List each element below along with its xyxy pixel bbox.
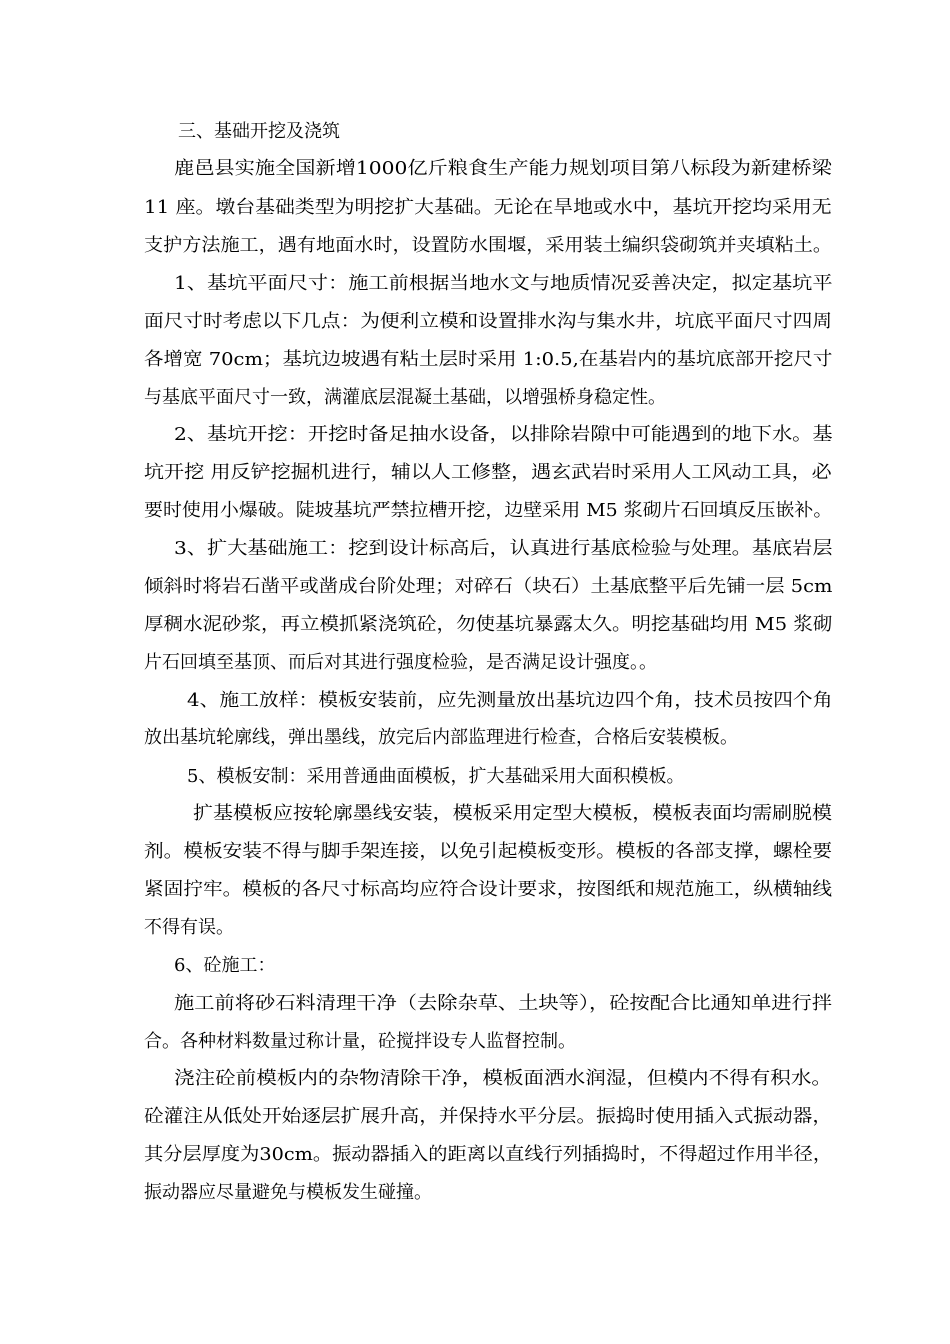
item-4-line-2: 放出基坑轮廓线，弹出墨线，放完后内部监理进行检查，合格后安装模板。 <box>144 727 738 748</box>
item-1-line-2: 面尺寸时考虑以下几点：为便利立模和设置排水沟与集水井，坑底平面尺寸四周 <box>144 311 833 332</box>
prep-line-1: 施工前将砂石料清理干净（去除杂草、土块等），砼按配合比通知单进行拌 <box>174 993 832 1014</box>
pouring-line-3: 其分层厚度为30cm。振动器插入的距离以直线行列插捣时，不得超过作用半径， <box>144 1144 833 1165</box>
item-4-line-1: 4、施工放样：模板安装前，应先测量放出基坑边四个角，技术员按四个角 <box>187 690 833 711</box>
item-6-line-1: 6、砼施工： <box>174 955 276 976</box>
formwork-line-4: 不得有误。 <box>144 917 234 938</box>
item-2-line-2: 坑开挖 用反铲挖掘机进行，辅以人工修整，遇玄武岩时采用人工风动工具，必 <box>144 462 832 483</box>
formwork-line-1: 扩基模板应按轮廓墨线安装，模板采用定型大模板，模板表面均需刷脱模 <box>193 803 832 824</box>
pouring-line-2: 砼灌注从低处开始逐层扩展升高，并保持水平分层。振捣时使用插入式振动器， <box>144 1106 833 1127</box>
item-1-line-1: 1、基坑平面尺寸：施工前根据当地水文与地质情况妥善决定，拟定基坑平 <box>174 273 833 294</box>
prep-line-2: 合。各种材料数量过称计量，砼搅拌设专人监督控制。 <box>144 1031 576 1052</box>
formwork-line-2: 剂。模板安装不得与脚手架连接，以免引起模板变形。模板的各部支撑，螺栓要 <box>144 841 833 862</box>
intro-line-2: 11 座。墩台基础类型为明挖扩大基础。无论在旱地或水中，基坑开挖均采用无 <box>144 197 832 218</box>
formwork-line-3: 紧固拧牢。模板的各尺寸标高均应符合设计要求，按图纸和规范施工，纵横轴线 <box>144 879 833 900</box>
pouring-line-1: 浇注砼前模板内的杂物清除干净，模板面洒水润湿，但模内不得有积水。 <box>174 1068 832 1089</box>
item-2-line-1: 2、基坑开挖：开挖时备足抽水设备，以排除岩隙中可能遇到的地下水。基 <box>174 424 833 445</box>
item-3-line-2: 倾斜时将岩石凿平或凿成台阶处理；对碎石（块石）土基底整平后先铺一层 5cm <box>144 576 833 597</box>
item-3-line-3: 厚稠水泥砂浆，再立模抓紧浇筑砼，勿使基坑暴露太久。明挖基础均用 M5 浆砌 <box>144 614 833 635</box>
intro-line-1: 鹿邑县实施全国新增1000亿斤粮食生产能力规划项目第八标段为新建桥梁 <box>174 158 832 179</box>
intro-line-3: 支护方法施工，遇有地面水时，设置防水围堰，采用装土编织袋砌筑并夹填粘土。 <box>144 235 832 256</box>
section-heading: 三、基础开挖及浇筑 <box>178 121 340 142</box>
item-5-line-1: 5、模板安制：采用普通曲面模板，扩大基础采用大面积模板。 <box>187 766 685 787</box>
item-3-line-1: 3、扩大基础施工：挖到设计标高后，认真进行基底检验与处理。基底岩层 <box>174 538 833 559</box>
item-1-line-4: 与基底平面尺寸一致，满灌底层混凝土基础，以增强桥身稳定性。 <box>144 387 666 408</box>
item-2-line-3: 要时使用小爆破。陡坡基坑严禁拉槽开挖，边壁采用 M5 浆砌片石回填反压嵌补。 <box>144 500 833 521</box>
pouring-line-4: 振动器应尽量避免与模板发生碰撞。 <box>144 1182 432 1203</box>
item-1-line-3: 各增宽 70cm；基坑边坡遇有粘土层时采用 1:0.5,在基岩内的基坑底部开挖尺寸 <box>144 349 833 370</box>
item-3-line-4: 片石回填至基顶、而后对其进行强度检验，是否满足设计强度。。 <box>144 652 657 673</box>
